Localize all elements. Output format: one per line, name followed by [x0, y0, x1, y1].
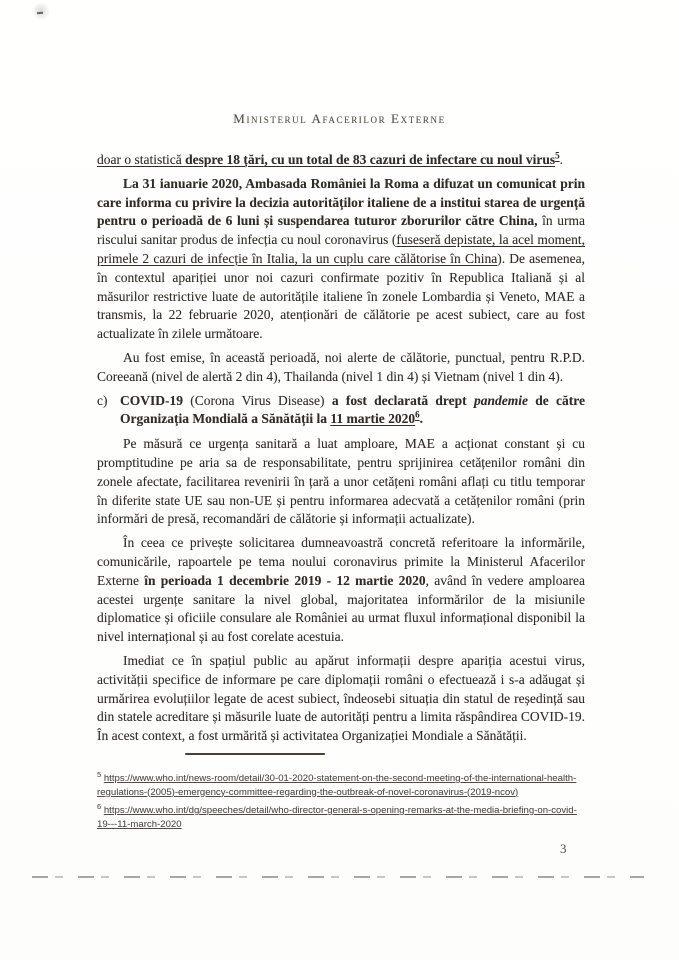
ministry-letterhead: Ministerul Afacerilor Externe: [233, 111, 446, 126]
list-item-c-pandemic-declaration: c) COVID-19 (Corona Virus Disease) a fost declarată drept pandemie de către Organizația Mondială a Sănătății la 11 martie 2020$^6$.: [97, 392, 585, 427]
paragraph-rome-embassy: La 31 ianuarie 2020, Ambasada României la Roma a difuzat un comunicat prin care informa cu privire la decizia autorităților italiene de a institui starea de urgență pentru o perioadă de 6 luni și suspendarea tuturor zborurilor către China, în urma riscului sanitar produs de infecția cu noul coronavirus (fuseseră depistate, la acel moment, primele 2 cazuri de infecție în Italia, la un cuplu care călătorise în China). De asemenea, în contextul apariției unor noi cazuri confirmate pozitiv în Republica Italiană și al măsurilor restrictive luate de autoritățile italiene în zonele Lombardia și Veneto, MAE a transmis, la 22 februarie 2020, atenționări de călătorie pe acest subiect, care au fost actualizate în zilele următoare.: [97, 175, 585, 342]
paragraph-mae-actions: Pe măsură ce urgența sanitară a luat amploare, MAE a acționat constant și cu promptitudine pe aria sa de responsabilitate, pentru sprijinirea cetățenilor români din zonele afectate, facilitarea revenirii în țară a unor cetățeni români aflați cu titlu temporar în diferite state UE sau non-UE și pentru informarea adecvată a cetățenilor români (prin informări de presă, recomandări de călătorie și informații actualizate).: [97, 436, 585, 527]
footnote-5-marker: 5: [97, 770, 102, 779]
footnote-5: [97, 768, 587, 799]
footnote-6-marker: 6: [97, 802, 102, 811]
scan-smudge-mark: [32, 3, 50, 21]
footnote-6-url: https://www.who.int/dg/speeches/detail/who-director-general-s-opening-remarks-at-the-media-briefing-on-covid-19---11-march-2020: [97, 805, 577, 830]
footnote-ref-5: 5: [555, 151, 560, 161]
document-body: [97, 151, 585, 757]
footnote-ref-6: 6: [415, 409, 420, 420]
scan-edge-dashed-line: [32, 876, 644, 878]
page-number: 3: [560, 841, 567, 856]
footnote-6: [97, 800, 587, 831]
list-marker-c: c): [97, 392, 108, 408]
footnote-separator-line: [185, 753, 325, 755]
paragraph-request-period: În ceea ce privește solicitarea dumneavoastră concretă referitoare la informările, comunicările, rapoartele pe tema noului coronavirus primite la Ministerul Afacerilor Externe în perioada 1 decembrie 2019 - 12 martie 2020, având în vedere amploarea acestei urgențe sanitare la nivel global, majoritatea informărilor de la misiunile diplomatice și oficiile consulare ale României au urmat fluxul informațional disponibil la nivel internațional și au fost corelate acestuia.: [97, 535, 585, 645]
paragraph-carryover-statistics: doar o statistică despre 18 țări, cu un total de 83 cazuri de infectare cu noul virus$^5$.: [97, 151, 563, 167]
footnote-section: [97, 753, 587, 832]
paragraph-travel-alerts: Au fost emise, în această perioadă, noi alerte de călătorie, punctual, pentru R.P.D. Coreeană (nivel de alertă 2 din 4), Thailanda (nivel 1 din 4) și Vietnam (nivel 1 din 4).: [97, 349, 585, 384]
paragraph-monitoring-who: Imediat ce în spațiul public au apărut informații despre apariția acestui virus, activității specifice de informare pe care diplomații români o efectuează i s-a adăugat și urmărirea evoluțiilor legate de acest subiect, îndeosebi situația din statul de reședință sau din statele acreditare și măsurile luate de autorități pentru a limita răspândirea COVID-19. În acest context, a fost urmărită și activitatea Organizației Mondiale a Sănătății.: [97, 652, 585, 744]
footnote-5-url: https://www.who.int/news-room/detail/30-01-2020-statement-on-the-second-meeting-of-the-international-health-regulations-(2005)-emergency-committee-regarding-the-outbreak-of-novel-coronavirus-(2019-ncov): [97, 773, 577, 798]
